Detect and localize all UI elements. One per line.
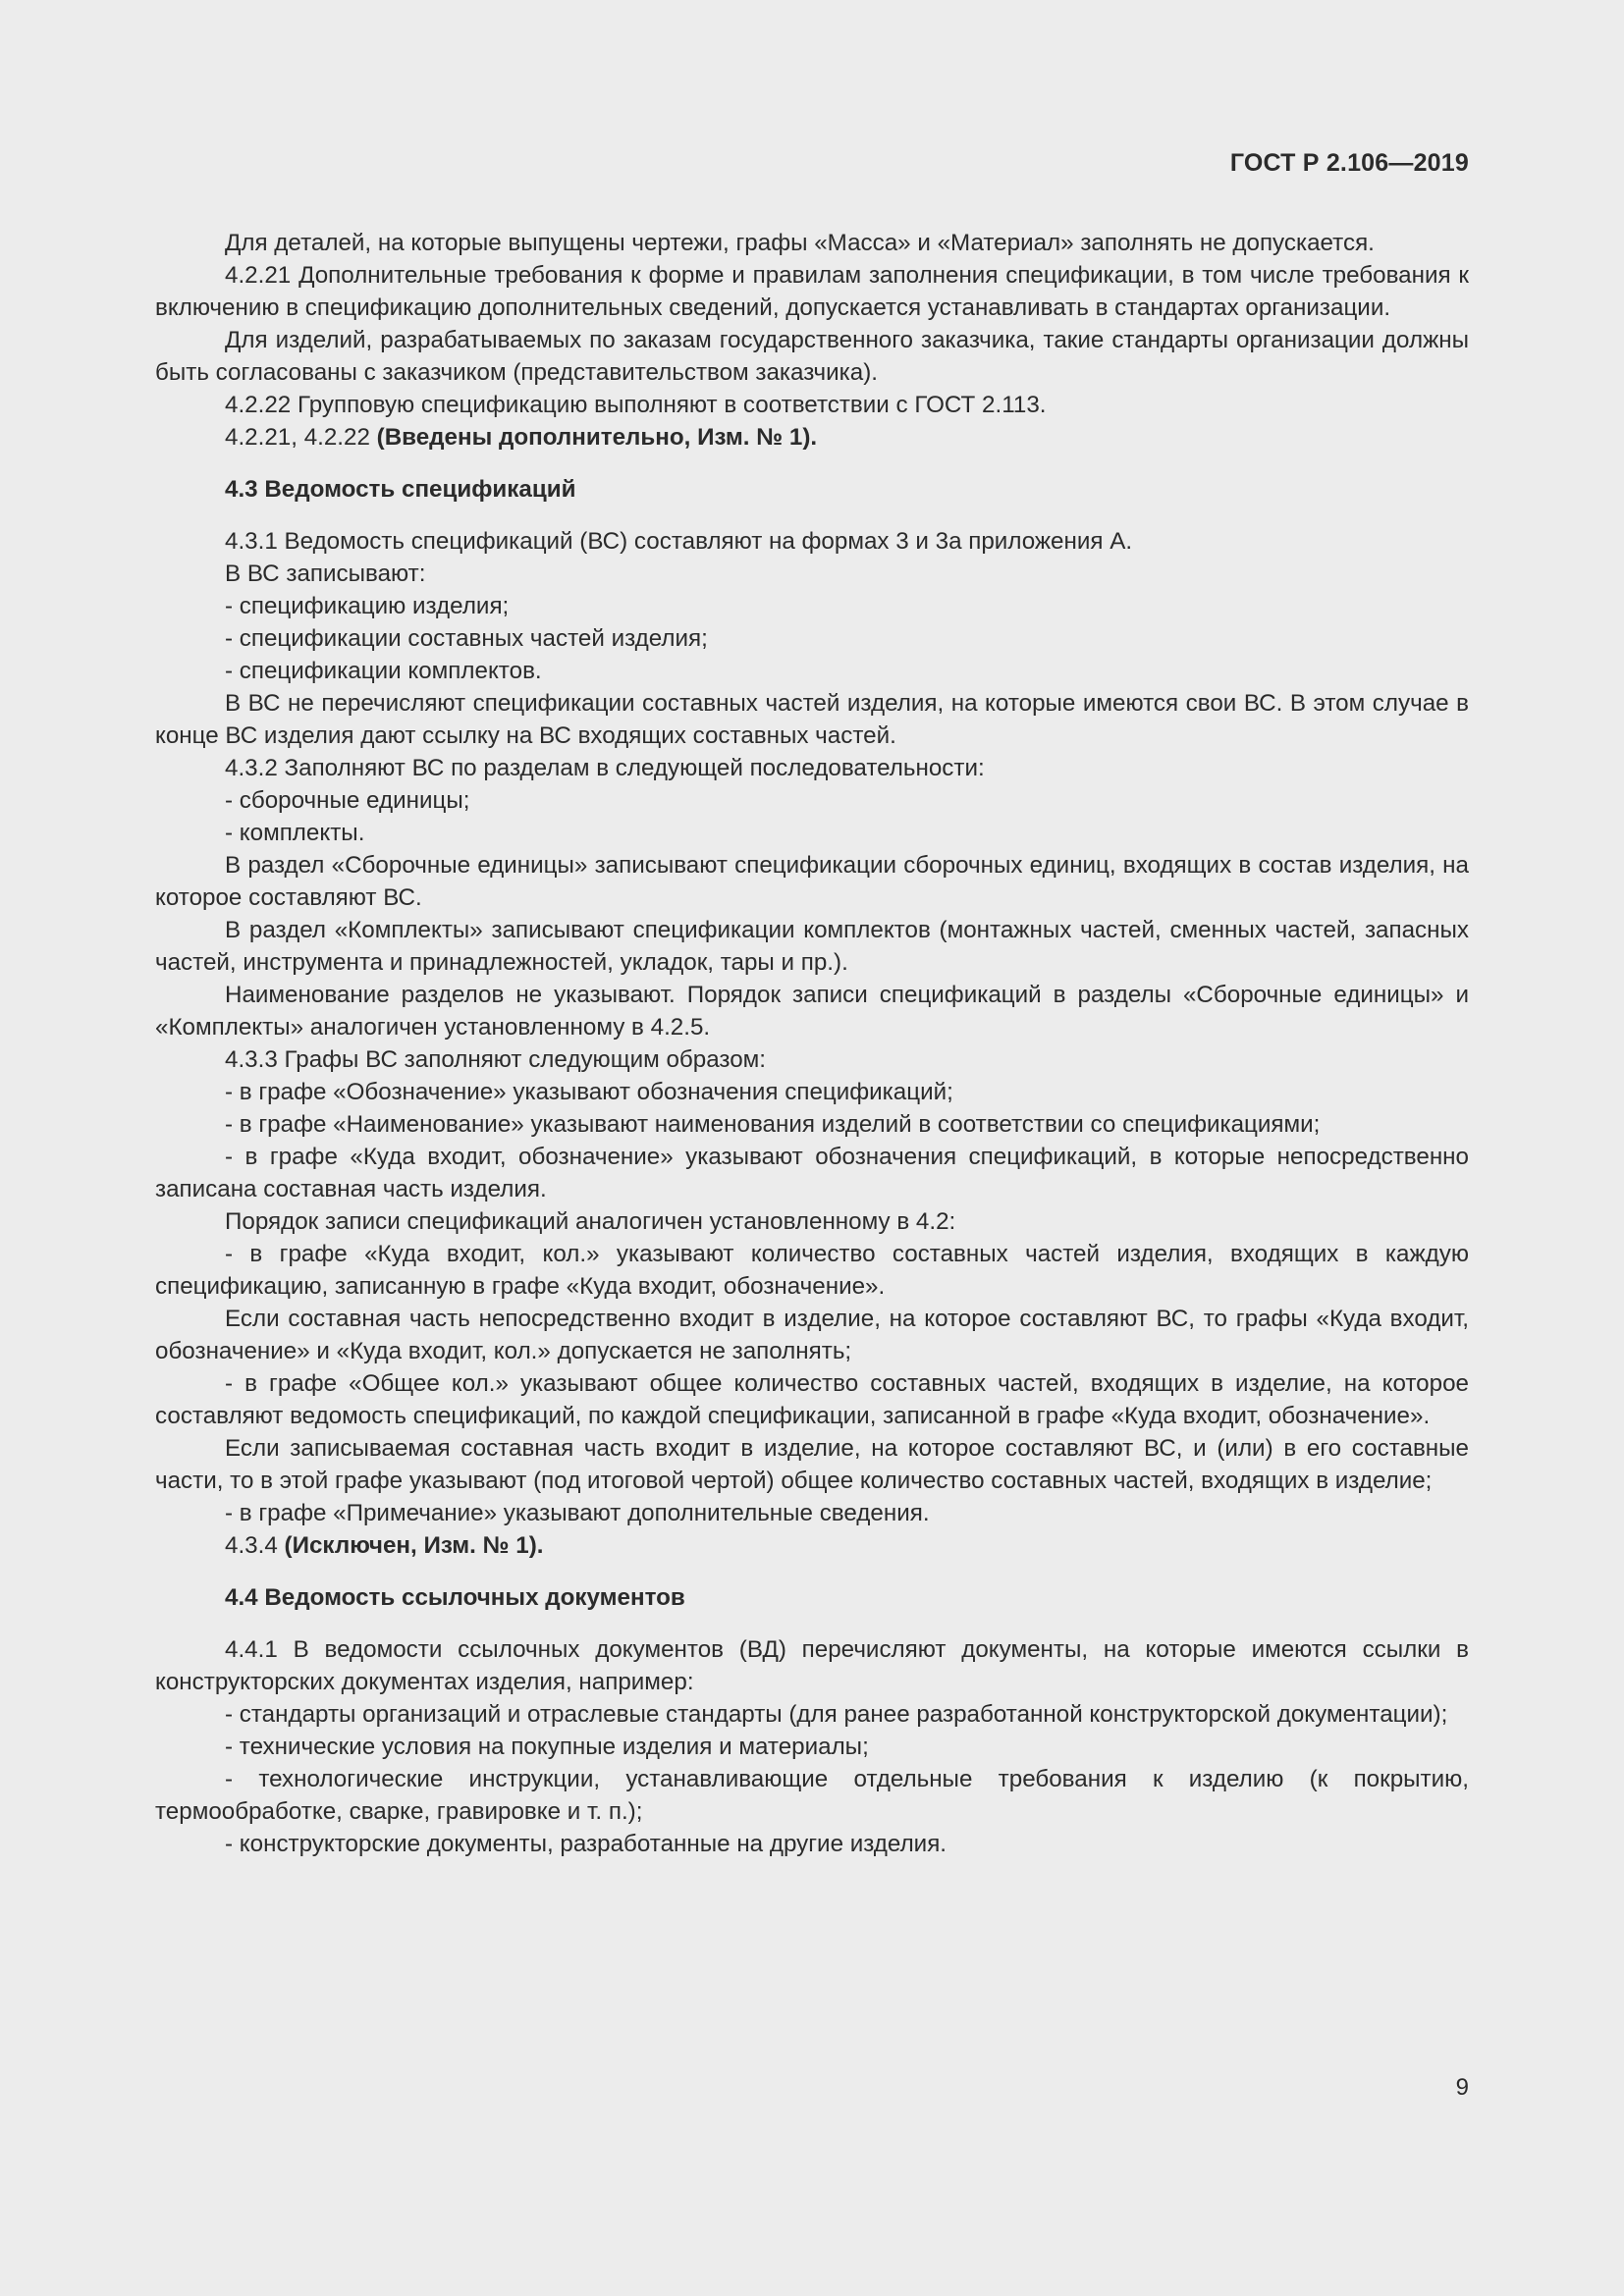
- list-item: - комплекты.: [225, 820, 365, 846]
- list-item: - стандарты организаций и отраслевые стандарты (для ранее разработанной конструкторской документации);: [225, 1701, 1448, 1728]
- list-item: - в графе «Куда входит, обозначение» указывают обозначения спецификаций, в которые непосредственно записана составная часть изделия.: [155, 1144, 1469, 1202]
- clause-number: 4.3.4: [225, 1532, 285, 1559]
- paragraph: Для изделий, разрабатываемых по заказам государственного заказчика, такие стандарты организации должны быть согласованы с заказчиком (представительством заказчика).: [155, 327, 1469, 386]
- page-number: 9: [1455, 2074, 1469, 2101]
- clause-4-2-22: 4.2.22 Групповую спецификацию выполняют в соответствии с ГОСТ 2.113.: [225, 392, 1047, 418]
- amendment-text: (Исключен, Изм. № 1).: [284, 1532, 544, 1559]
- document-body: [155, 227, 1469, 1860]
- paragraph: Если составная часть непосредственно входит в изделие, на которое составляют ВС, то графы «Куда входит, обозначение» и «Куда входит, кол.» допускается не заполнять;: [155, 1306, 1469, 1364]
- paragraph: В раздел «Комплекты» записывают спецификации комплектов (монтажных частей, сменных частей, запасных частей, инструмента и принадлежностей, укладок, тары и пр.).: [155, 917, 1469, 976]
- list-item: - спецификации составных частей изделия;: [225, 625, 708, 652]
- list-item: - спецификации комплектов.: [225, 658, 542, 684]
- clause-4-4-1: 4.4.1 В ведомости ссылочных документов (ВД) перечисляют документы, на которые имеются ссылки в конструкторских документах изделия, например:: [155, 1636, 1469, 1695]
- list-item: - технологические инструкции, устанавливающие отдельные требования к изделию (к покрытию, термообработке, сварке, гравировке и т. п.);: [155, 1766, 1469, 1825]
- list-item: - конструкторские документы, разработанные на другие изделия.: [225, 1831, 947, 1857]
- amendment-text: (Введены дополнительно, Изм. № 1).: [376, 424, 818, 451]
- list-item: - технические условия на покупные изделия и материалы;: [225, 1734, 869, 1760]
- list-item: - в графе «Общее кол.» указывают общее количество составных частей, входящих в изделие, на которое составляют ведомость спецификаций, по каждой спецификации, записанной в графе «Куда входит, обозначение».: [155, 1370, 1469, 1429]
- section-heading-4-4: 4.4 Ведомость ссылочных документов: [225, 1584, 685, 1611]
- clause-4-3-4: [155, 1529, 1469, 1562]
- paragraph: В ВС не перечисляют спецификации составных частей изделия, на которые имеются свои ВС. В этом случае в конце ВС изделия дают ссылку на ВС входящих составных частей.: [155, 690, 1469, 749]
- paragraph: Наименование разделов не указывают. Порядок записи спецификаций в разделы «Сборочные единицы» и «Комплекты» аналогичен установленному в 4.2.5.: [155, 982, 1469, 1041]
- list-item: - в графе «Наименование» указывают наименования изделий в соответствии со спецификациями;: [225, 1111, 1321, 1138]
- list-item: - в графе «Примечание» указывают дополнительные сведения.: [225, 1500, 930, 1526]
- paragraph: Если записываемая составная часть входит в изделие, на которое составляют ВС, и (или) в его составные части, то в этой графе указывают (под итоговой чертой) общее количество составных частей, входящих в изделие;: [155, 1435, 1469, 1494]
- clause-4-2-21: 4.2.21 Дополнительные требования к форме и правилам заполнения спецификации, в том числе требования к включению в спецификацию дополнительных сведений, допускается устанавливать в стандартах организации.: [155, 262, 1469, 321]
- amendment-clauses: 4.2.21, 4.2.22: [225, 424, 377, 451]
- clause-4-3-2: 4.3.2 Заполняют ВС по разделам в следующей последовательности:: [225, 755, 985, 781]
- paragraph: В ВС записывают:: [225, 561, 426, 587]
- list-item: - сборочные единицы;: [225, 787, 470, 814]
- paragraph: В раздел «Сборочные единицы» записывают спецификации сборочных единиц, входящих в состав изделия, на которое составляют ВС.: [155, 852, 1469, 911]
- document-code-header: ГОСТ Р 2.106—2019: [1229, 149, 1469, 177]
- paragraph: Для деталей, на которые выпущены чертежи, графы «Масса» и «Материал» заполнять не допускается.: [225, 230, 1375, 256]
- list-item: - спецификацию изделия;: [225, 593, 510, 619]
- list-item: - в графе «Куда входит, кол.» указывают количество составных частей изделия, входящих в каждую спецификацию, записанную в графе «Куда входит, обозначение».: [155, 1241, 1469, 1300]
- list-item: - в графе «Обозначение» указывают обозначения спецификаций;: [225, 1079, 953, 1105]
- paragraph: Порядок записи спецификаций аналогичен установленному в 4.2:: [225, 1208, 956, 1235]
- section-heading-4-3: 4.3 Ведомость спецификаций: [225, 476, 576, 503]
- amendment-note: [155, 421, 1469, 454]
- clause-4-3-1: 4.3.1 Ведомость спецификаций (ВС) составляют на формах 3 и 3а приложения А.: [225, 528, 1133, 555]
- clause-4-3-3: 4.3.3 Графы ВС заполняют следующим образом:: [225, 1046, 767, 1073]
